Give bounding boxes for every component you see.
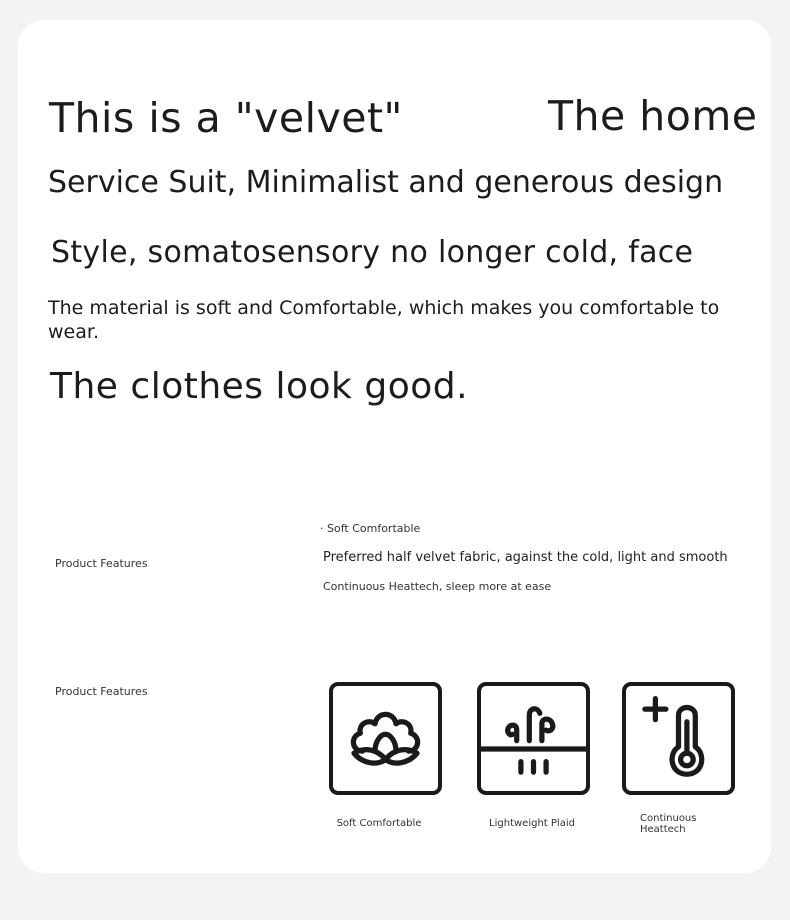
feature-description: Preferred half velvet fabric, against the cold, light and smooth: [323, 550, 728, 565]
headline-line-4: The material is soft and Comfortable, which makes you comfortable to wear.: [48, 297, 720, 343]
thermometer-icon: [622, 682, 735, 795]
product-features-label-2: Product Features: [55, 685, 148, 698]
headline-line-1-right: The home: [548, 92, 758, 140]
icon-caption-thermometer: Continuous Heattech: [640, 813, 697, 835]
headline-line-2: Service Suit, Minimalist and generous design: [48, 165, 724, 200]
icon-caption-plaid: Lightweight Plaid: [489, 818, 575, 829]
cotton-icon: [329, 682, 442, 795]
feature-note: Continuous Heattech, sleep more at ease: [323, 580, 552, 593]
product-features-label-1: Product Features: [55, 557, 148, 570]
feature-bullet-title: · Soft Comfortable: [320, 522, 421, 535]
icon-caption-cotton: Soft Comfortable: [336, 818, 422, 829]
headline-line-5: The clothes look good.: [50, 366, 469, 407]
headline-line-1: This is a "velvet": [49, 94, 403, 142]
content-card: [18, 20, 771, 873]
headline-line-3: Style, somatosensory no longer cold, face: [51, 235, 694, 270]
lightweight-plaid-icon: [477, 682, 590, 795]
